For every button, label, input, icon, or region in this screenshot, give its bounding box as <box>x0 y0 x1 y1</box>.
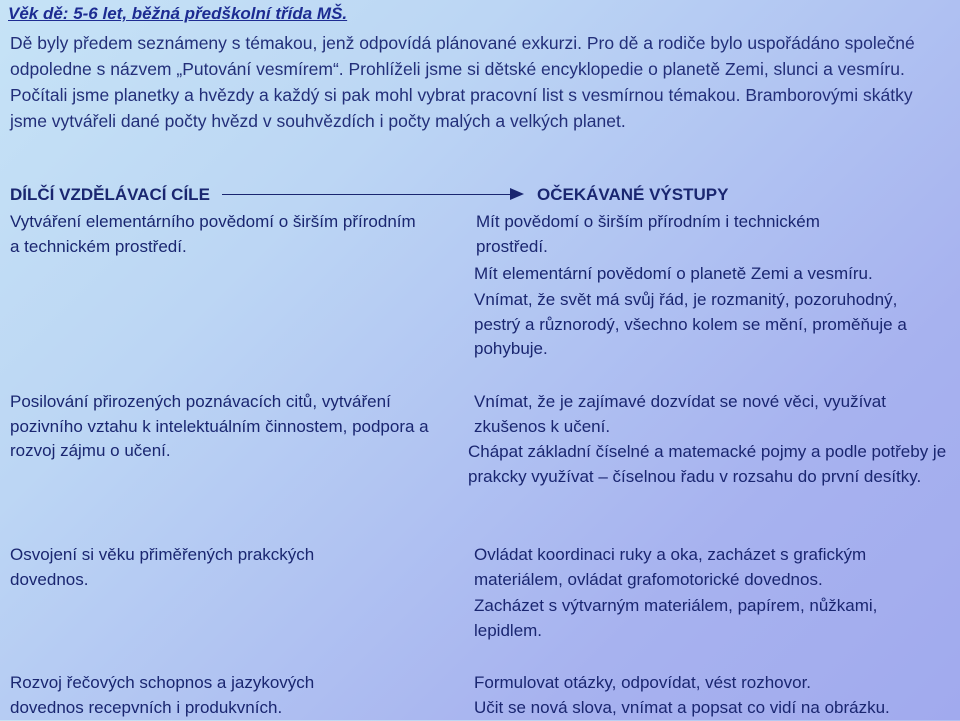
arrow-line <box>222 194 512 195</box>
outcome-item: Vnímat, že je zajímavé dozvídat se nové věci, využívat zkušenos k učení. <box>474 392 886 436</box>
goal-item: Rozvoj řečových schopnos a jazykových dovednos recepvních i produkvních. <box>10 673 315 717</box>
intro-paragraph: Dě byly předem seznámeny s témakou, jenž odpovídá plánované exkurzi. Pro dě a rodiče bylo uspořádáno společné odpoledne s názvem „Putování vesmírem“. Prohlíželi jsme si dětské encyklopedie o planetě Zemi, slunci a vesmíru. Počítali jsme planetky a hvězdy a každý si pak mohl vybrat pracovní list s vesmírnou témakou. Bramborovými skátky jsme vytvářeli dané počty hvězd v souhvězdích i počty malých a velkých planet. <box>10 33 915 131</box>
outcome-item: Učit se nová slova, vnímat a popsat co vidí na obrázku. <box>474 698 890 717</box>
goal-item: Vytváření elementárního povědomí o širším přírodním a technickém prostředí. <box>10 212 416 256</box>
goal-item: Osvojení si věku přiměřených prakckých dovednos. <box>10 545 315 589</box>
goal-item: Posilování přirozených poznávacích citů, vytváření pozivního vztahu k intelektuálním činnostem, podpora a rozvoj zájmu o učení. <box>10 392 429 460</box>
page-title: Věk dě: 5-6 let, běžná předškolní třída MŠ. <box>8 4 348 23</box>
outcome-item: Mít povědomí o širším přírodním i technickém prostředí. <box>476 212 820 256</box>
outcome-item: Mít elementární povědomí o planetě Zemi a vesmíru. <box>474 264 873 283</box>
outcome-item: Zacházet s výtvarným materiálem, papírem, nůžkami, lepidlem. <box>474 596 878 640</box>
outcome-item: Ovládat koordinaci ruky a oka, zacházet s graﬁckým materiálem, ovládat grafomotorické dovednos. <box>474 545 867 589</box>
outcome-item: Chápat základní číselné a matemacké pojmy a podle potřeby je prakcky využívat – číselnou řadu v rozsahu do první desítky. <box>468 442 947 486</box>
arrow-right-icon <box>510 188 524 200</box>
outcome-item: Vnímat, že svět má svůj řád, je rozmanitý, pozoruhodný, pestrý a různorodý, všechno kolem se mění, proměňuje a pohybuje. <box>474 290 907 358</box>
goals-header: DÍLČÍ VZDĚLÁVACÍ CÍLE <box>10 185 210 204</box>
outcome-item: Formulovat otázky, odpovídat, vést rozhovor. <box>474 673 812 692</box>
outcomes-header: OČEKÁVANÉ VÝSTUPY <box>537 185 729 204</box>
